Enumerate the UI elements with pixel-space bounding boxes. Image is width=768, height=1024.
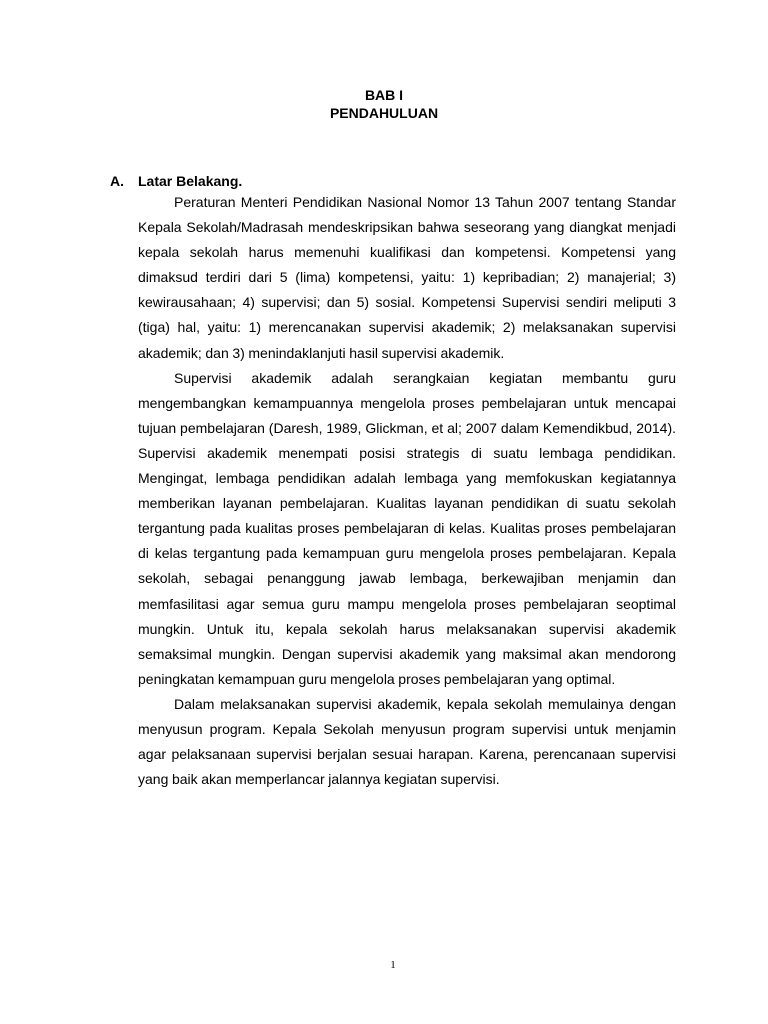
page-number: 1 xyxy=(390,959,396,971)
section-heading xyxy=(110,172,242,190)
paragraph: Peraturan Menteri Pendidikan Nasional Nomor 13 Tahun 2007 tentang Standar Kepala Sekolah/Madrasah mendeskripsikan bahwa seseorang yang diangkat menjadi kepala sekolah harus memenuhi kualifikasi dan kompetensi. Kompetensi yang dimaksud terdiri dari 5 (lima) kompetensi, yaitu: 1) kepribadian; 2) manajerial; 3) kewirausahaan; 4) supervisi; dan 5) sosial. Kompetensi Supervisi sendiri meliputi 3 (tiga) hal, yaitu: 1) merencanakan supervisi akademik; 2) melaksanakan supervisi akademik; dan 3) menindaklanjuti hasil supervisi akademik. xyxy=(138,194,676,361)
chapter-title: PENDAHULUAN xyxy=(329,105,439,121)
chapter-number: BAB I xyxy=(364,87,404,103)
paragraph: Dalam melaksanakan supervisi akademik, kepala sekolah memulainya dengan menyusun program. Kepala Sekolah menyusun program supervisi untuk menjamin agar pelaksanaan supervisi berjalan sesuai harapan. Karena, perencanaan supervisi yang baik akan memperlancar jalannya kegiatan supervisi. xyxy=(138,695,676,788)
section-letter: A. xyxy=(110,173,124,189)
paragraph: Supervisi akademik adalah serangkaian kegiatan membantu guru mengembangkan kemampuannya mengelola proses pembelajaran untuk mencapai tujuan pembelajaran (Daresh, 1989, Glickman, et al; 2007 dalam Kemendikbud, 2014). Supervisi akademik menempati posisi strategis di suatu lembaga pendidikan. Mengingat, lembaga pendidikan adalah lembaga yang memfokuskan kegiatannya memberikan layanan pembelajaran. Kualitas layanan pendidikan di suatu sekolah tergantung pada kualitas proses pembelajaran di kelas. Kualitas proses pembelajaran di kelas tergantung pada kemampuan guru mengelola proses pembelajaran. Kepala sekolah, sebagai penanggung jawab lembaga, berkewajiban menjamin dan memfasilitasi agar semua guru mampu mengelola proses pembelajaran seoptimal mungkin. Untuk itu, kepala sekolah harus melaksanakan supervisi akademik semaksimal mungkin. Dengan supervisi akademik yang maksimal akan mendorong peningkatan kemampuan guru mengelola proses pembelajaran yang optimal. xyxy=(138,369,676,687)
section-title: Latar Belakang. xyxy=(138,173,243,189)
body-text xyxy=(138,190,676,792)
